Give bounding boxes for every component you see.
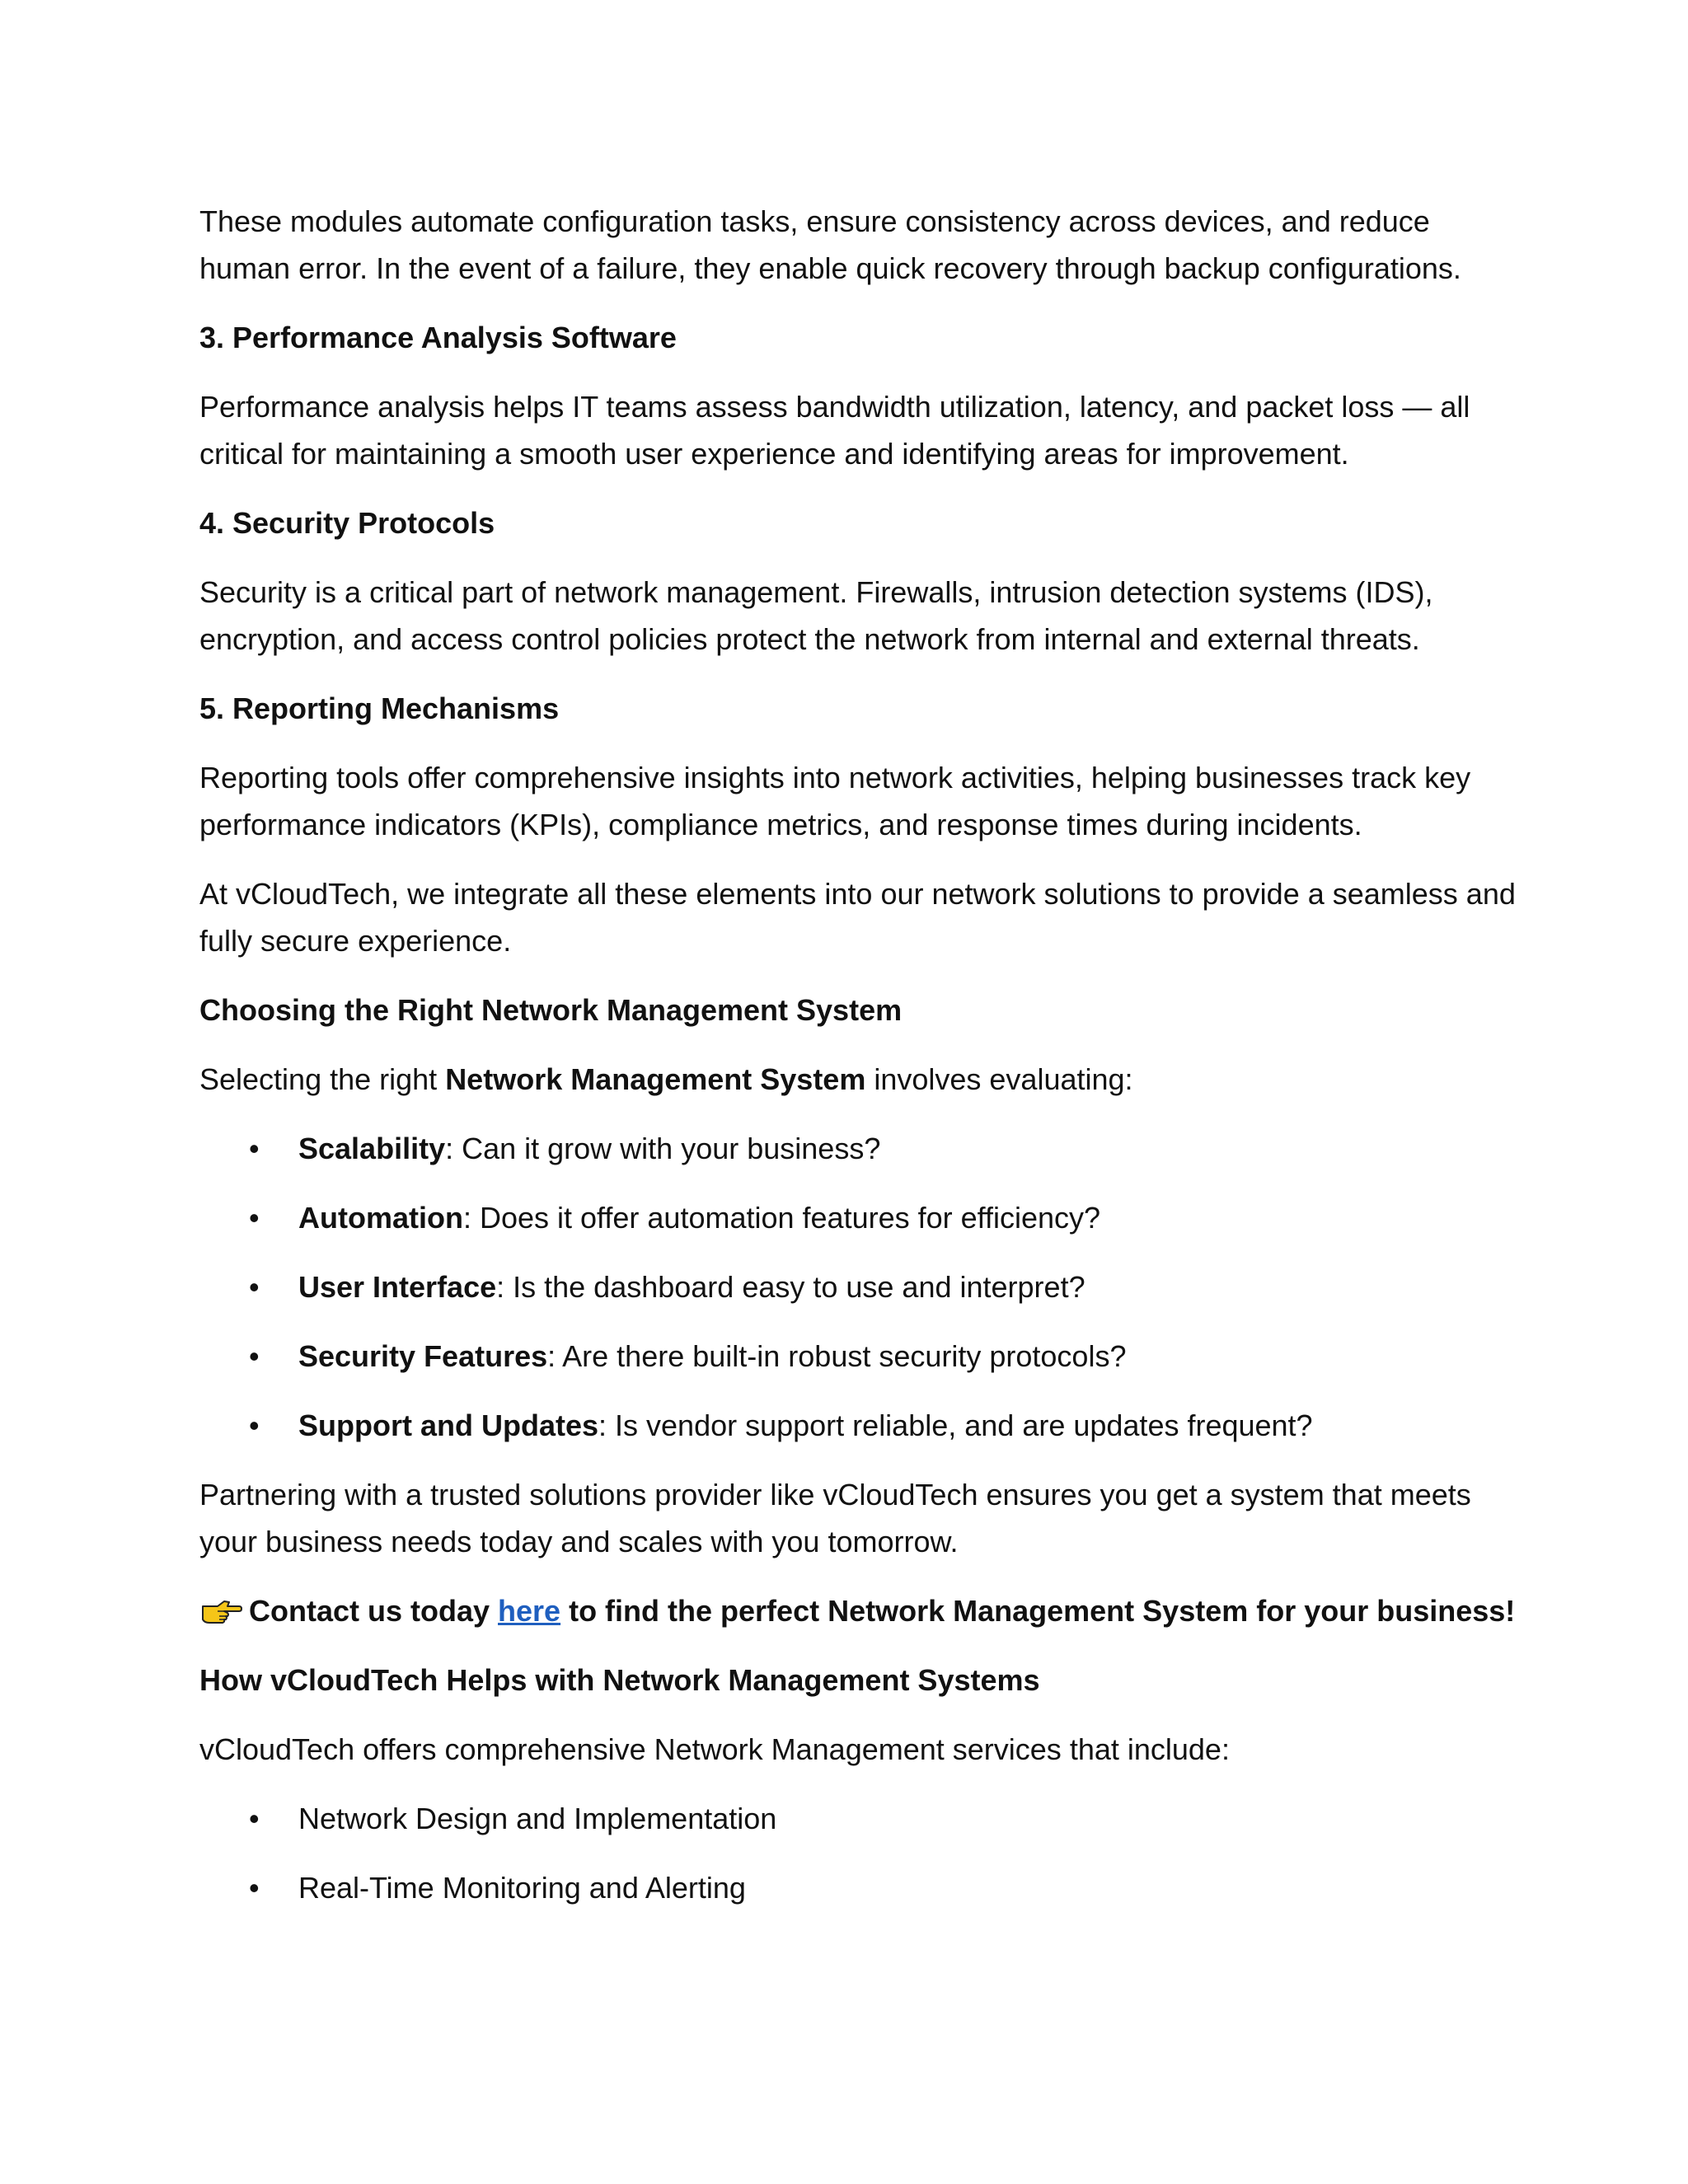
criteria-text: : Does it offer automation features for efficiency? bbox=[462, 1201, 1101, 1235]
list-item bbox=[199, 1194, 1518, 1241]
criteria-label: Support and Updates bbox=[298, 1408, 599, 1442]
heading-choosing-system: Choosing the Right Network Management System bbox=[199, 993, 903, 1027]
criteria-text: : Are there built-in robust security protocols? bbox=[547, 1339, 1127, 1373]
integration-paragraph: At vCloudTech, we integrate all these elements into our network solutions to provide a seamless and fully secure experience. bbox=[199, 877, 1516, 958]
bullet: • bbox=[249, 1408, 260, 1442]
list-item bbox=[199, 1333, 1518, 1380]
heading-reporting-mechanisms: 5. Reporting Mechanisms bbox=[199, 691, 560, 725]
partner-paragraph: Partnering with a trusted solutions provider like vCloudTech ensures you get a system that meets your business needs today and scales with you tomorrow. bbox=[199, 1478, 1471, 1558]
list-item bbox=[199, 1263, 1518, 1310]
criteria-label: Automation bbox=[298, 1201, 463, 1235]
heading-security-protocols: 4. Security Protocols bbox=[199, 506, 495, 540]
service-text: Network Design and Implementation bbox=[298, 1802, 777, 1835]
heading-how-vcloudtech-helps: How vCloudTech Helps with Network Management Systems bbox=[199, 1663, 1040, 1697]
heading-performance-analysis: 3. Performance Analysis Software bbox=[199, 321, 677, 354]
cta-suffix: to find the perfect Network Management System for your business! bbox=[560, 1594, 1516, 1628]
document-page bbox=[199, 198, 1518, 1933]
security-paragraph: Security is a critical part of network management. Firewalls, intrusion detection systems (IDS), encryption, and access control policies protect the network from internal and external threats. bbox=[199, 575, 1433, 656]
help-intro-paragraph: vCloudTech offers comprehensive Network Management services that include: bbox=[199, 1732, 1230, 1766]
bullet: • bbox=[249, 1339, 260, 1373]
criteria-text: : Is vendor support reliable, and are updates frequent? bbox=[598, 1408, 1313, 1442]
list-item bbox=[199, 1864, 1518, 1911]
pointing-hand-icon bbox=[199, 1594, 242, 1627]
reporting-paragraph: Reporting tools offer comprehensive insights into network activities, helping businesses track key performance indicators (KPIs), compliance metrics, and response times during incidents. bbox=[199, 761, 1471, 841]
service-text: Real-Time Monitoring and Alerting bbox=[298, 1871, 746, 1905]
criteria-text: : Is the dashboard easy to use and interpret? bbox=[496, 1270, 1085, 1304]
criteria-label: Scalability bbox=[298, 1132, 446, 1165]
list-item bbox=[199, 1795, 1518, 1842]
bullet: • bbox=[249, 1270, 260, 1304]
performance-paragraph: Performance analysis helps IT teams assess bandwidth utilization, latency, and packet loss — all critical for maintaining a smooth user experience and identifying areas for improvement. bbox=[199, 390, 1470, 471]
contact-here-link[interactable]: here bbox=[498, 1594, 561, 1628]
bullet: • bbox=[249, 1871, 260, 1905]
cta-paragraph bbox=[199, 1587, 1518, 1634]
list-item bbox=[199, 1402, 1518, 1449]
criteria-label: Security Features bbox=[298, 1339, 548, 1373]
choosing-intro-suffix: involves evaluating: bbox=[865, 1062, 1133, 1096]
intro-paragraph: These modules automate configuration tasks, ensure consistency across devices, and reduce human error. In the event of a failure, they enable quick recovery through backup configurations. bbox=[199, 204, 1461, 285]
choosing-intro-bold: Network Management System bbox=[445, 1062, 866, 1096]
choosing-intro-prefix: Selecting the right bbox=[199, 1062, 446, 1096]
bullet: • bbox=[249, 1802, 260, 1835]
criteria-label: User Interface bbox=[298, 1270, 497, 1304]
list-item bbox=[199, 1125, 1518, 1172]
cta-prefix: Contact us today bbox=[249, 1594, 499, 1628]
criteria-text: : Can it grow with your business? bbox=[445, 1132, 881, 1165]
choosing-intro-paragraph bbox=[199, 1056, 1518, 1103]
bullet: • bbox=[249, 1132, 260, 1165]
criteria-list bbox=[199, 1125, 1518, 1449]
services-list bbox=[199, 1795, 1518, 1911]
bullet: • bbox=[249, 1201, 260, 1235]
